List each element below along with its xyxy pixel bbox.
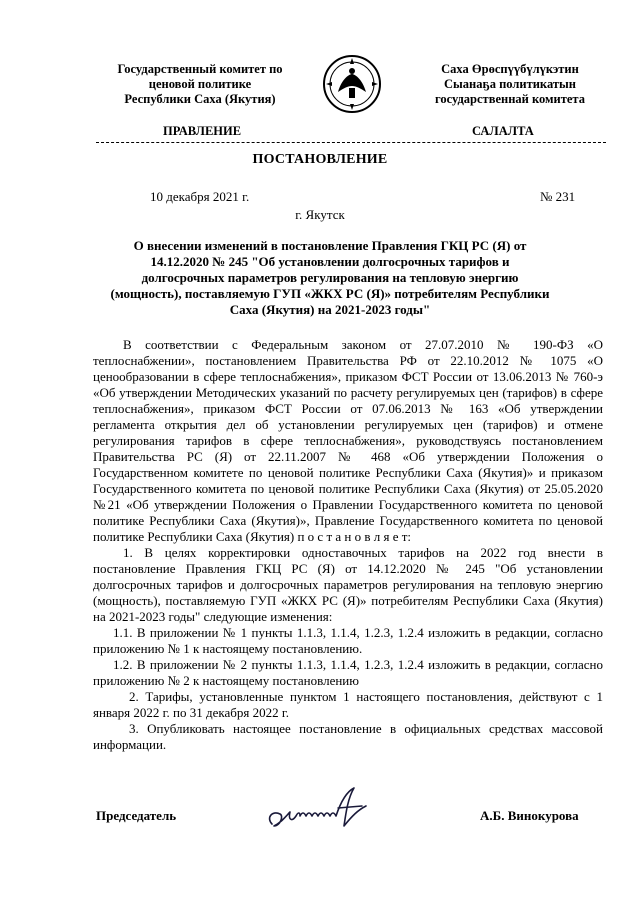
clause-1: 1. В целях корректировки одноставочных тарифов на 2022 год внести в постановление Правления ГКЦ РС (Я) от 14.12.2020 № 245 "Об установлении долгосрочных тарифов и долгосрочных параметров регулирования на тепловую энергию (мощность), поставляемую ГУП «ЖКХ РС (Я)» потребителям Республики Саха (Якутия) на 2021-2023 годы" следующие изменения: (93, 545, 603, 624)
clause-1-2: 1.2. В приложении № 2 пункты 1.1.3, 1.1.4, 1.2.3, 1.2.4 изложить в редакции, согласно приложению № 2 к настоящему постановлению (93, 657, 603, 688)
org-name-line: Саха Өрөспүүбүлүкэтин (441, 62, 579, 76)
clause-2: 2. Тарифы, установленные пунктом 1 настоящего постановления, действуют с 1 января 2022 г. по 31 декабря 2022 г. (93, 689, 603, 720)
org-name-line: Государственный комитет по (117, 62, 283, 76)
preamble-paragraph: В соответствии с Федеральным законом от 27.07.2010 № 190-ФЗ «О теплоснабжении», постановлением Правительства РФ от 22.10.2012 № 1075 «О ценообразовании в сфере теплоснабжения», приказом ФСТ России от 13.06.2013 № 760-э «Об утверждении Методических указаний по расчету регулируемых цен (тарифов) в сфере теплоснабжения», приказом ФСТ России от 07.06.2013 № 163 «Об утверждении регламента открытия дел об установлении регулируемых цен (тарифов) и отмене регулирования тарифов в сфере теплоснабжения», руководствуясь постановлением Правительства РС (Я) от 22.11.2007 № 468 «Об утверждении Положения о Государственном комитете по ценовой политике Республики Саха (Якутия)» и приказом Государственного комитета по ценовой политике Республики Саха (Якутия) от 25.05.2020 №21 «Об утверждении Положения о Правлении Государственного комитета по ценовой политике Республики Саха (Якутия)», Правление Государственного комитета по ценовой политике Республики Саха (Якутия) п о с т а н о в л я е т: (93, 337, 603, 544)
document-city: г. Якутск (295, 207, 345, 222)
org-name-line: государственнай комитета (435, 92, 585, 106)
org-name-line: Республики Саха (Якутия) (124, 92, 276, 106)
org-name-line: Сыанаҕа политикатын (444, 77, 576, 91)
org-name-russian (100, 62, 300, 107)
document-number: № 231 (540, 189, 576, 204)
clause-3: 3. Опубликовать настоящее постановление в официальных средствах массовой информации. (93, 721, 603, 752)
org-name-line: ценовой политике (148, 77, 252, 91)
chairman-title: Председатель (96, 808, 177, 823)
coat-of-arms-icon (320, 52, 384, 116)
org-name-yakut (410, 62, 610, 107)
chairman-name: А.Б. Винокурова (480, 808, 579, 823)
document-date: 10 декабря 2021 г. (150, 189, 250, 204)
board-label-yakut: САЛАЛТА (472, 124, 534, 138)
board-label-russian: ПРАВЛЕНИЕ (163, 124, 242, 138)
document-title: ПОСТАНОВЛЕНИЕ (252, 152, 388, 167)
document-body (93, 337, 603, 753)
header-divider (96, 142, 606, 143)
handwritten-signature-icon (262, 782, 382, 842)
document-subject: О внесении изменений в постановление Правления ГКЦ РС (Я) от 14.12.2020 № 245 "Об установлении долгосрочных тарифов и долгосрочных параметров регулирования на тепловую энергию (мощность), поставляемую ГУП «ЖКХ РС (Я)» потребителям Республики Саха (Якутия) на 2021-2023 годы" (110, 238, 550, 317)
clause-1-1: 1.1. В приложении № 1 пункты 1.1.3, 1.1.4, 1.2.3, 1.2.4 изложить в редакции, согласно приложению № 1 к настоящему постановлению. (93, 625, 603, 656)
